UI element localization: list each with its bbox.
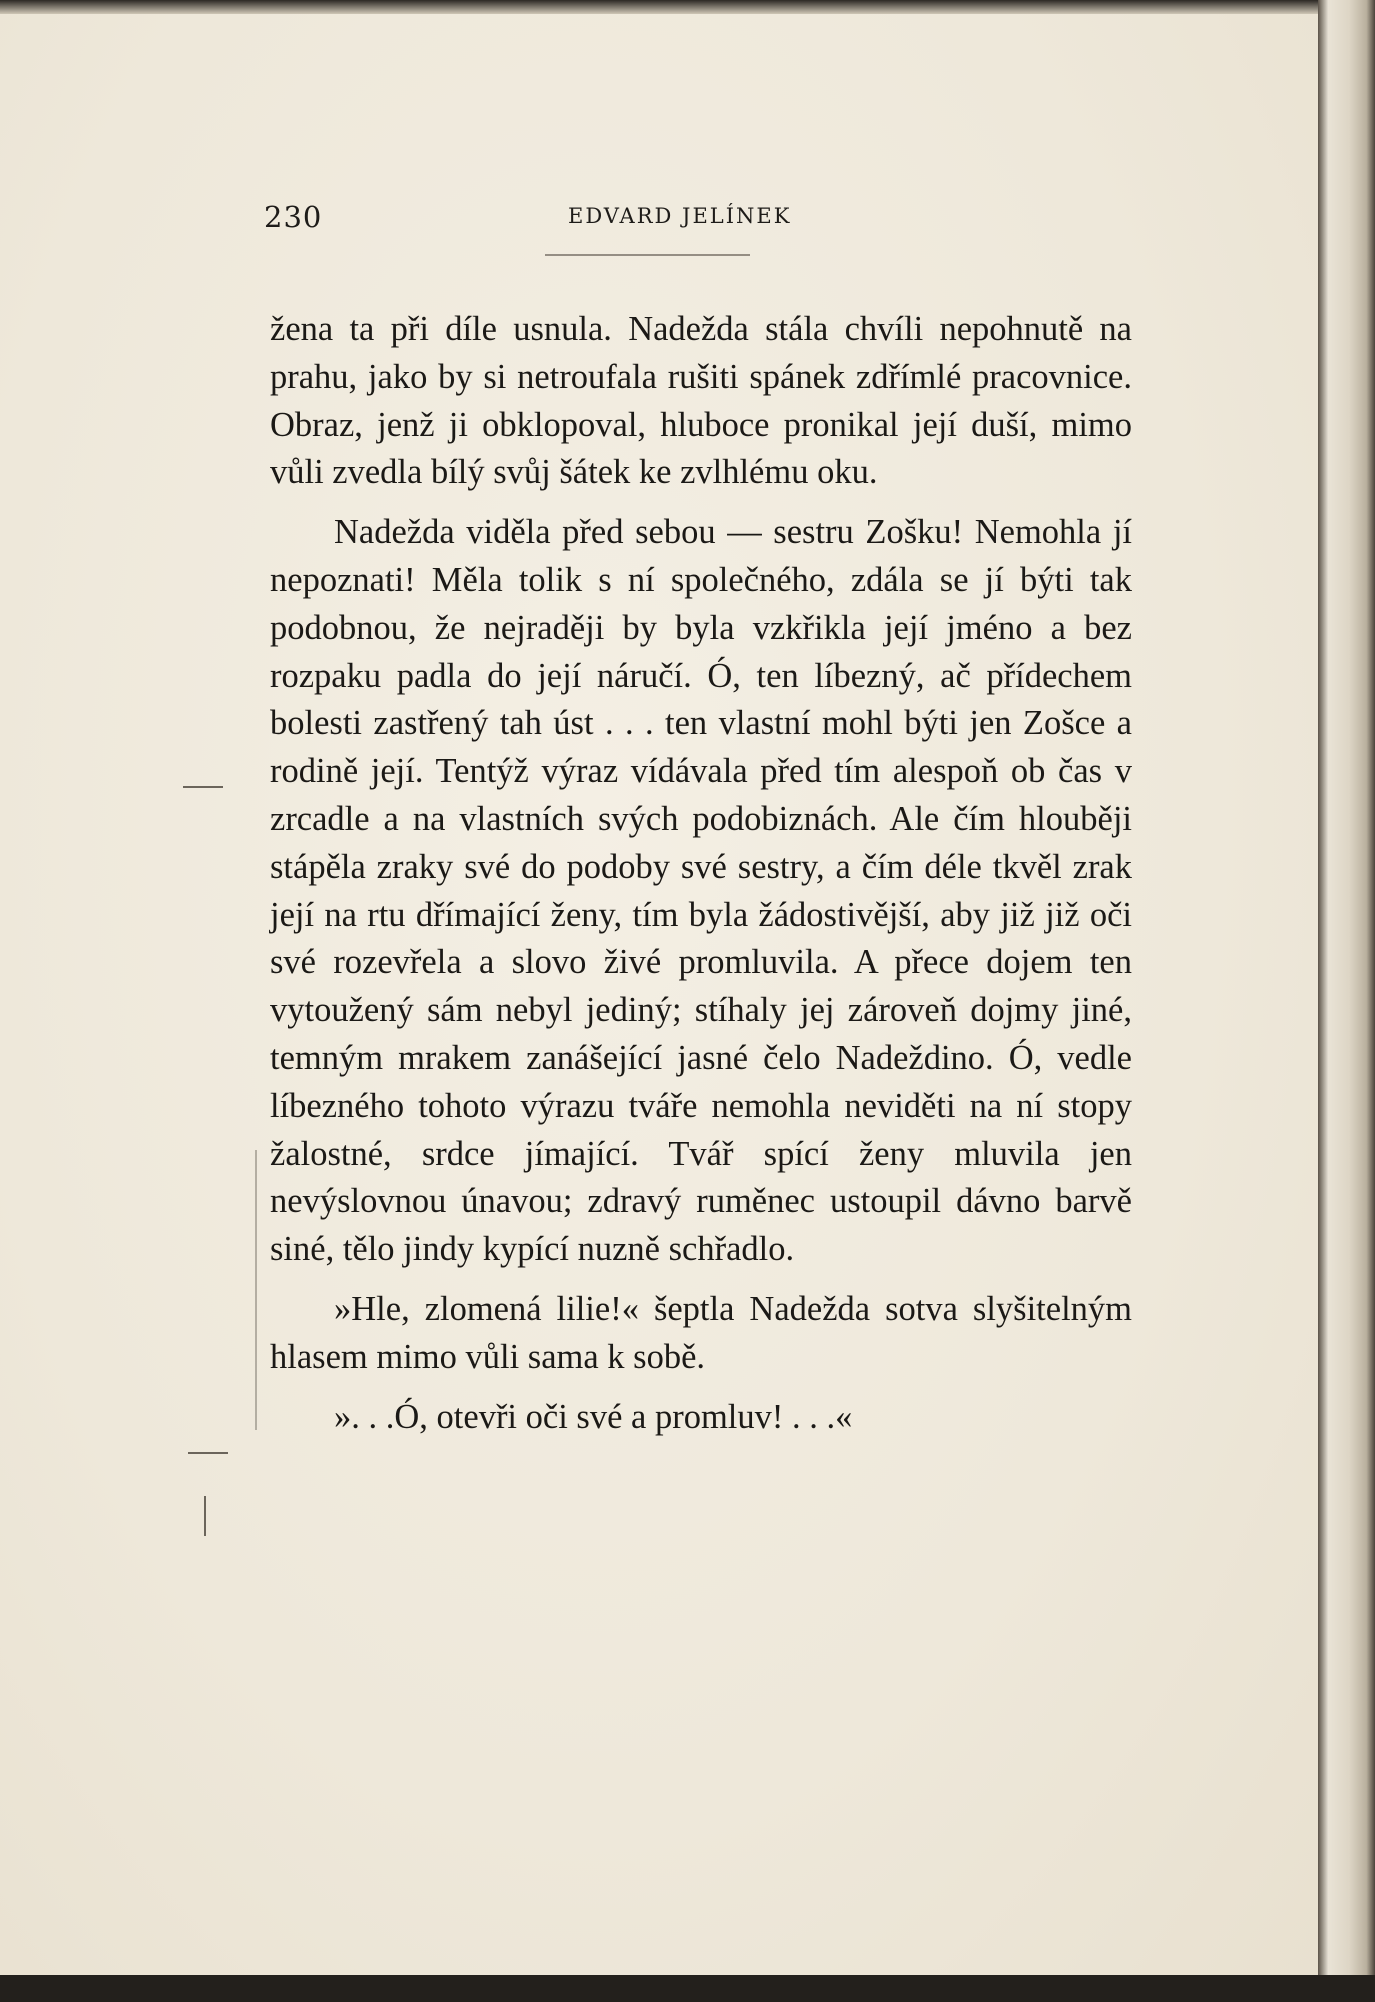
paragraph-4: ». . .Ó, otevři oči své a promluv! . . .« <box>334 1397 853 1436</box>
paragraph-3: »Hle, zlomená lilie!« šeptla Nadežda sotva slyšitelným hlasem mimo vůli sama k sobě. <box>270 1289 1132 1376</box>
book-gutter <box>1318 0 1375 2002</box>
header-rule <box>545 254 750 256</box>
margin-bracket-mark <box>255 1150 257 1430</box>
page-bottom-edge <box>0 1975 1375 2002</box>
paragraph-1: žena ta při díle usnula. Nadežda stála chvíli nepohnutě na prahu, jako by si netroufala rušiti spánek zdřímlé pracovnice. Obraz, jenž ji obklopoval, hluboce pronikal její duší, mimo vůli zvedla bílý svůj šátek ke zvlhlému oku. <box>270 310 1132 492</box>
margin-tick-mark <box>204 1496 206 1536</box>
margin-dash-mark <box>183 786 223 788</box>
page-top-edge <box>0 0 1318 14</box>
running-head: EDVARD JELÍNEK <box>568 204 792 228</box>
page-number: 230 <box>264 200 323 234</box>
paragraph-2: Nadežda viděla před sebou — sestru Zošku! Nemohla jí nepoznati! Měla tolik s ní společného, zdála se jí býti tak podobnou, že nejraději by byla vzkřikla její jméno a bez rozpaku padla do její náručí. Ó, ten líbezný, ač přídechem bolesti zastřený tah úst . . . ten vlastní mohl býti jen Zošce a rodině její. Tentýž výraz vídávala před tím alespoň ob čas v zrcadle a na vlastních svých podobiznách. Ale čím hlouběji stápěla zraky své do podoby své sestry, a čím déle tkvěl zrak její na rtu dřímající ženy, tím byla žádostivější, aby již již oči své rozevřela a slovo živé promluvila. A přece dojem ten vytoužený sám nebyl jediný; stíhaly jej zároveň dojmy jiné, temným mrakem zanášející jasné čelo Nadeždino. Ó, vedle líbezného tohoto výrazu tváře nemohla neviděti na ní stopy žalostné, srdce jímající. Tvář spící ženy mluvila jen nevýslovnou únavou; zdravý ruměnec ustoupil dávno barvě siné, tělo jindy kypící nuzně schřadlo. <box>270 513 1132 1269</box>
margin-dash-mark <box>188 1452 228 1454</box>
body-text <box>270 306 1132 1441</box>
page-header <box>264 200 1134 240</box>
